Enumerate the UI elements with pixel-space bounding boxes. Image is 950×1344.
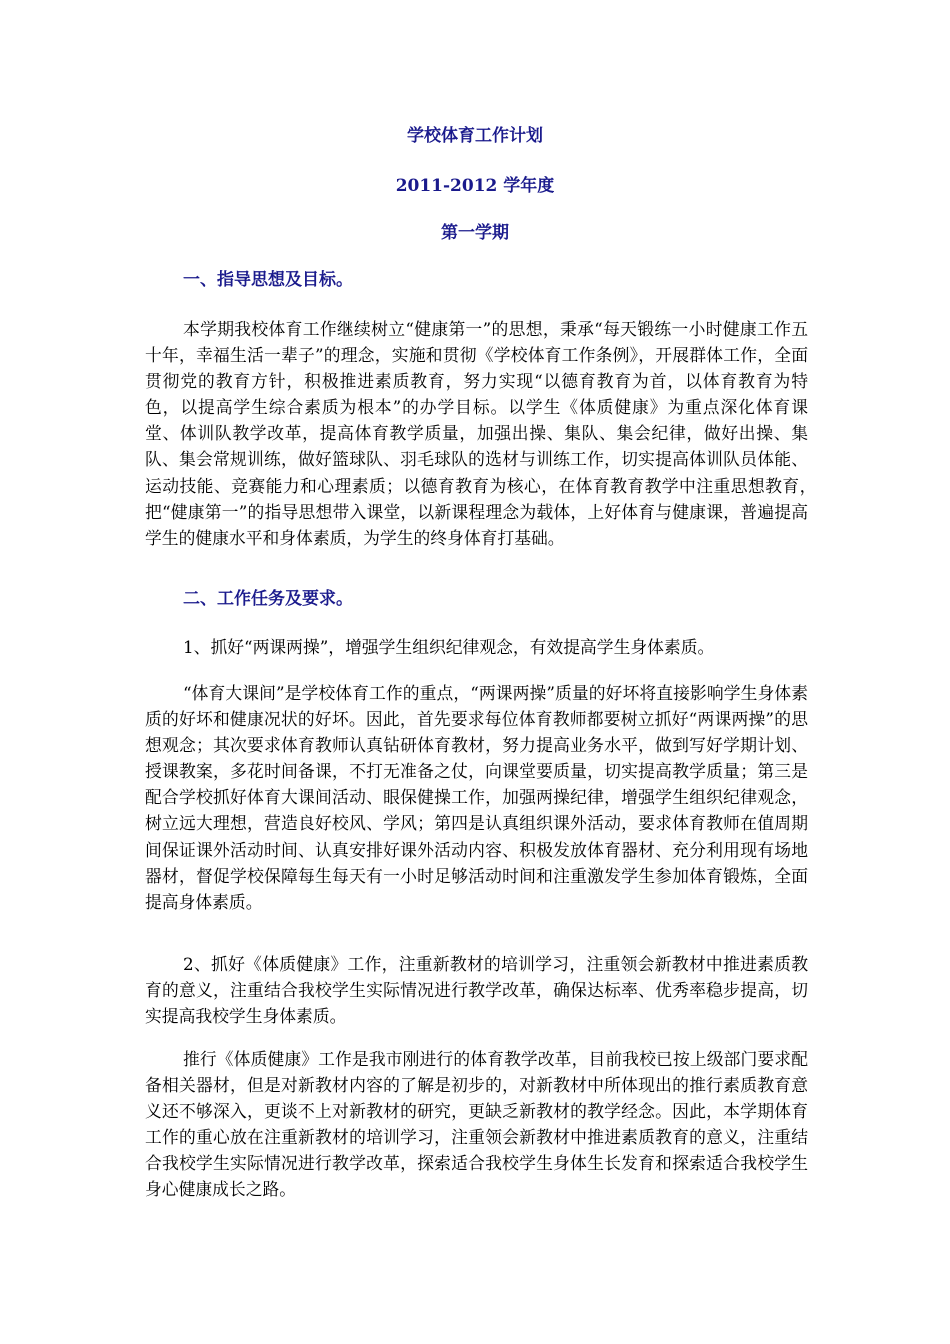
item-2-title: 2、抓好《体质健康》工作，注重新教材的培训学习，注重领会新教材中推进素质教育的意义，注重结合我校学生实际情况进行教学改革，确保达标率、优秀率稳步提高，切实提高我校学生身体素质。 [145,954,808,1027]
item-1-body: “体育大课间”是学校体育工作的重点，“两课两操”质量的好坏将直接影响学生身体素质的好坏和健康况状的好坏。因此，首先要求每位体育教师都要树立抓好“两课两操”的思想观念；其次要求体育教师认真钻研体育教材，努力提高业务水平，做到写好学期计划、授课教案，多花时间备课，不打无准备之仗，向课堂要质量，切实提高教学质量；第三是配合学校抓好体育大课间活动、眼保健操工作，加强两操纪律，增强学生组织纪律观念，树立远大理想，营造良好校风、学风；第四是认真组织课外活动，要求体育教师在值周期间保证课外活动时间、认真安排好课外活动内容、积极发放体育器材、充分利用现有场地器材，督促学校保障每生每天有一小时足够活动时间和注重激发学生参加体育锻炼，全面提高身体素质。 [145,683,808,912]
section-1-title: 一、指导思想及目标。 [183,270,353,290]
item-2-body: 推行《体质健康》工作是我市刚进行的体育教学改革，目前我校已按上级部门要求配备相关器材，但是对新教材内容的了解是初步的，对新教材中所体现出的推行素质教育意义还不够深入，更谈不上对新教材的研究，更缺乏新教材的教学经念。因此，本学期体育工作的重心放在注重新教材的培训学习，注重领会新教材中推进素质教育的意义，注重结合我校学生实际情况进行教学改革，探索适合我校学生身体生长发育和探索适合我校学生身心健康成长之路。 [145,1049,808,1200]
document-title: 学校体育工作计划 [407,126,543,146]
item-1-title: 1、抓好“两课两操”，增强学生组织纪律观念，有效提高学生身体素质。 [183,637,715,657]
section-1-body: 本学期我校体育工作继续树立“健康第一”的思想，秉承“每天锻练一小时健康工作五十年，幸福生活一辈子”的理念，实施和贯彻《学校体育工作条例》，开展群体工作，全面贯彻党的教育方针，积极推进素质教育，努力实现“以德育教育为首，以体育教育为特色，以提高学生综合素质为根本”的办学目标。以学生《体质健康》为重点深化体育课堂、体训队教学改革，提高体育教学质量，加强出操、集队、集会纪律，做好出操、集队、集会常规训练，做好篮球队、羽毛球队的选材与训练工作，切实提高体训队员体能、运动技能、竞赛能力和心理素质；以德育教育为核心，在体育教育教学中注重思想教育， 把“健康第一”的指导思想带入课堂，以新课程理念为载体，上好体育与健康课，普遍提高学生的健康水平和身体素质，为学生的终身体育打基础。 [145,319,825,548]
document-year: 2011-2012 学年度 [395,176,555,196]
section-2-title: 二、工作任务及要求。 [183,589,353,609]
document-term: 第一学期 [441,223,509,243]
